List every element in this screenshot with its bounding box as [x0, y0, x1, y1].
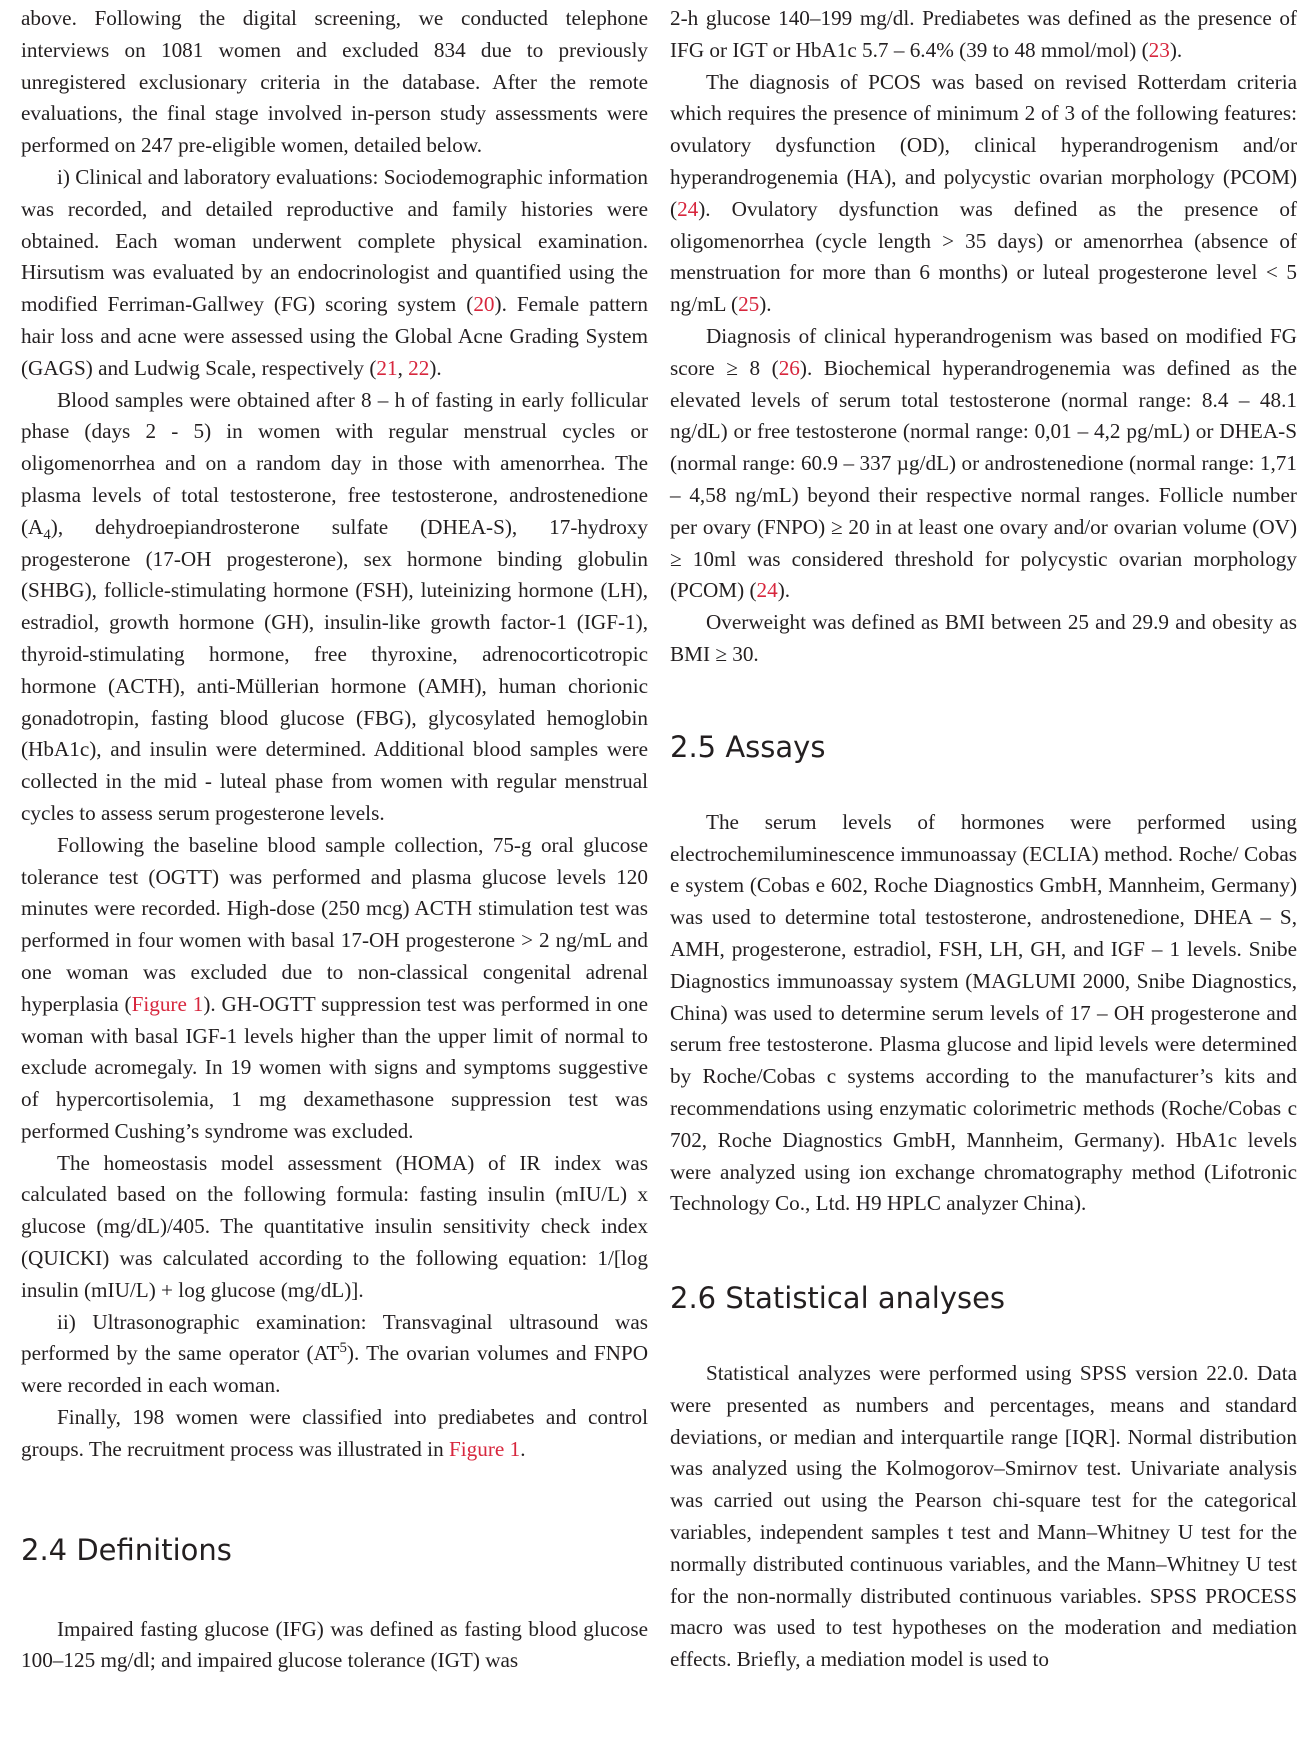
reference-link-25[interactable]: 25: [738, 292, 760, 317]
figure-link-1[interactable]: Figure 1: [131, 991, 204, 1016]
reference-link-21[interactable]: 21: [376, 355, 398, 380]
paragraph-clinical-evaluations: i) Clinical and laboratory evaluations: Sociodemographic information was recorded, and detailed reproductive and family histories were obtained. Each woman underwent complete physical examination. Hirsutism was evaluated by an endocrinologist and quantified using the modified Ferriman-Gallwey (FG) scoring system (20). Female pattern hair loss and acne were assessed using the Global Acne Grading System (GAGS) and Ludwig Scale, respectively (21, 22).: [21, 164, 648, 380]
reference-link-24[interactable]: 24: [756, 578, 778, 603]
reference-link-24[interactable]: 24: [677, 196, 699, 221]
spacer: [670, 767, 1297, 807]
reference-link-22[interactable]: 22: [408, 355, 430, 380]
paragraph-hyperandrogenism: Diagnosis of clinical hyperandrogenism was based on modified FG score ≥ 8 (26). Biochemical hyperandrogenemia was defined as the elevated levels of serum total testosterone (normal range: 8.4 – 48.1 ng/dL) or free testosterone (normal range: 0,01 – 4,2 pg/mL) or DHEA-S (normal range: 60.9 – 337 µg/dL) or androstenedione (normal range: 1,71 – 4,58 ng/mL) beyond their respective normal ranges. Follicle number per ovary (FNPO) ≥ 20 in at least one ovary and/or ovarian volume (OV) ≥ 10ml was considered threshold for polycystic ovarian morphology (PCOM) (24).: [670, 323, 1297, 603]
paragraph-screening-continued: above. Following the digital screening, we conducted telephone interviews on 1081 women and excluded 834 due to previously unregistered exclusionary criteria in the database. After the remote evaluations, the final stage involved in-person study assessments were performed on 247 pre-eligible women, detailed below.: [21, 6, 648, 158]
paragraph-ogtt: Following the baseline blood sample collection, 75-g oral glucose tolerance test (OGTT) was performed and plasma glucose levels 120 minutes were recorded. High-dose (250 mcg) ACTH stimulation test was performed in four women with basal 17-OH progesterone > 2 ng/mL and one woman was excluded due to non-classical congenital adrenal hyperplasia (Figure 1). GH-OGTT suppression test was performed in one woman with basal IGF-1 levels higher than the upper limit of normal to exclude acromegaly. In 19 women with signs and symptoms suggestive of hypercortisolemia, 1 mg dexamethasone suppression test was performed Cushing’s syndrome was excluded.: [21, 832, 648, 1143]
paragraph-pcos-diagnosis: The diagnosis of PCOS was based on revised Rotterdam criteria which requires the presence of minimum 2 of 3 of the following features: ovulatory dysfunction (OD), clinical hyperandrogenism and/or hyperandrogenemia (HA), and polycystic ovarian morphology (PCOM) (24). Ovulatory dysfunction was defined as the presence of oligomenorrhea (cycle length > 35 days) or amenorrhea (absence of menstruation for more than 6 months) or luteal progesterone level < 5 ng/mL (25).: [670, 69, 1297, 317]
paragraph-ifg-definition: Impaired fasting glucose (IFG) was defined as fasting blood glucose 100–125 mg/dl; and impaired glucose tolerance (IGT) was: [21, 1616, 648, 1673]
right-column: [670, 3, 1297, 1676]
figure-link-1[interactable]: Figure 1: [448, 1436, 521, 1461]
section-heading-assays: 2.5 Assays: [670, 729, 826, 764]
paragraph-classification: Finally, 198 women were classified into prediabetes and control groups. The recruitment process was illustrated in Figure 1.: [21, 1405, 648, 1461]
paragraph-ultrasonography: ii) Ultrasonographic examination: Transvaginal ultrasound was performed by the same operator $(AT^5)$. The ovarian volumes and FNPO were recorded in each woman.: [21, 1309, 648, 1398]
reference-link-23[interactable]: 23: [1148, 37, 1170, 62]
left-column: [21, 3, 648, 1677]
reference-link-26[interactable]: 26: [778, 355, 800, 380]
spacer: [21, 1570, 648, 1614]
spacer: [21, 1466, 648, 1530]
spacer: [670, 671, 1297, 727]
paragraph-homa: The homeostasis model assessment (HOMA) of IR index was calculated based on the following formula: fasting insulin (mIU/L) x glucose (mg/dL)/405. The quantitative insulin sensitivity check index (QUICKI) was calculated according to the following equation: 1/[log insulin (mIU/L) + log glucose (mg/dL)].: [21, 1150, 648, 1302]
reference-link-20[interactable]: 20: [473, 292, 495, 317]
paragraph-assays: The serum levels of hormones were performed using electrochemiluminescence immunoassay (ECLIA) method. Roche/ Cobas e system (Cobas e 602, Roche Diagnostics GmbH, Mannheim, Germany) was used to determine total testosterone, androstenedione, DHEA – S, AMH, progesterone, estradiol, FSH, LH, GH, and IGF – 1 levels. Snibe Diagnostics immunoassay system (MAGLUMI 2000, Snibe Diagnostics, China) was used to determine serum levels of 17 – OH progesterone and serum free testosterone. Plasma glucose and lipid levels were determined by Roche/Cobas c systems according to the manufacturer’s kits and recommendations using enzymatic colorimetric methods (Roche/Cobas c 702, Roche Diagnostics GmbH, Mannheim, Germany). HbA1c levels were analyzed using ion exchange chromatography method (Lifotronic Technology Co., Ltd. H9 HPLC analyzer China).: [670, 809, 1297, 1216]
paragraph-bmi-definition: Overweight was defined as BMI between 25 and 29.9 and obesity as BMI ≥ 30.: [670, 610, 1297, 666]
paragraph-prediabetes-definition: 2-h glucose 140–199 mg/dl. Prediabetes was defined as the presence of IFG or IGT or HbA1c 5.7 – 6.4% (39 to 48 mmol/mol) (23).: [670, 6, 1297, 62]
paragraph-blood-samples: Blood samples were obtained after 8 – h of fasting in early follicular phase (days 2 - 5) in women with regular menstrual cycles or oligomenorrhea and on a random day in those with amenorrhea. The plasma levels of total testosterone, free testosterone, androstenedione $(A_4)$, dehydroepiandrosterone sulfate (DHEA-S), 17-hydroxy progesterone (17-OH progesterone), sex hormone binding globulin (SHBG), follicle-stimulating hormone (FSH), luteinizing hormone (LH), estradiol, growth hormone (GH), insulin-like growth factor-1 (IGF-1), thyroid-stimulating hormone, free thyroxine, adrenocorticotropic hormone (ACTH), anti-Müllerian hormone (AMH), human chorionic gonadotropin, fasting blood glucose (FBG), glycosylated hemoglobin (HbA1c), and insulin were determined. Additional blood samples were collected in the mid - luteal phase from women with regular menstrual cycles to assess serum progesterone levels.: [21, 387, 648, 825]
spacer: [670, 1318, 1297, 1358]
section-heading-statistical-analyses: 2.6 Statistical analyses: [670, 1281, 1006, 1316]
section-heading-definitions: 2.4 Definitions: [21, 1532, 232, 1567]
spacer: [670, 1220, 1297, 1278]
paragraph-statistics: Statistical analyzes were performed using SPSS version 22.0. Data were presented as numbers and percentages, means and standard deviations, or median and interquartile range [IQR]. Normal distribution was analyzed using the Kolmogorov–Smirnov test. Univariate analysis was carried out using the Pearson chi-square test for the categorical variables, independent samples t test and Mann–Whitney U test for the normally distributed continuous variables, and the Mann–Whitney U test for the non-normally distributed continuous variables. SPSS PROCESS macro was used to test hypotheses on the moderation and mediation effects. Briefly, a mediation model is used to: [670, 1361, 1297, 1672]
